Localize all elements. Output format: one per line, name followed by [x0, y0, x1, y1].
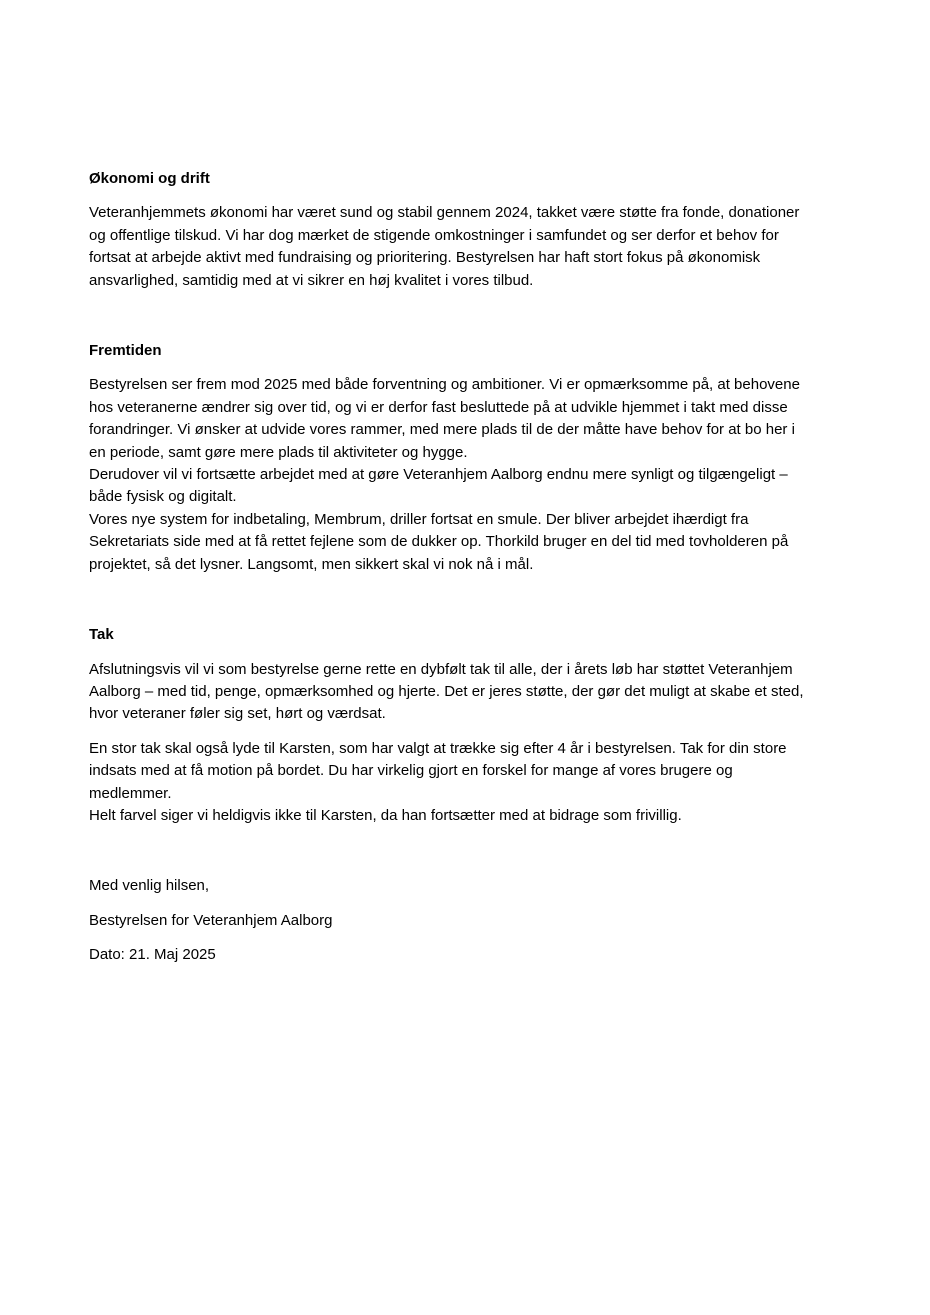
section-heading-fremtiden: Fremtiden [89, 342, 162, 360]
document-page [89, 168, 849, 979]
text-line: hos veteranerne ændrer sig over tid, og vi er derfor fast besluttede på at udvikle hjemmet i takt med disse [89, 398, 788, 416]
text-line: hvor veteraner føler sig set, hørt og værdsat. [89, 705, 386, 723]
closing-signature: Bestyrelsen for Veteranhjem Aalborg [89, 911, 333, 929]
text-line: og offentlige tilskud. Vi har dog mærket de stigende omkostninger i samfundet og ser derfor et behov for [89, 226, 779, 244]
text-line: Helt farvel siger vi heldigvis ikke til Karsten, da han fortsætter med at bidrage som frivillig. [89, 806, 682, 824]
text-line: Sekretariats side med at få rettet fejlene som de dukker op. Thorkild bruger en del tid med tovholderen på [89, 533, 789, 551]
paragraph-tak-2 [89, 738, 849, 828]
closing-date: Dato: 21. Maj 2025 [89, 946, 216, 964]
text-line: Veteranhjemmets økonomi har været sund og stabil gennem 2024, takket være støtte fra fonde, donationer [89, 204, 800, 222]
paragraph-tak-1 [89, 659, 849, 726]
text-line: både fysisk og digitalt. [89, 488, 237, 506]
text-line: fortsat at arbejde aktivt med fundraising og prioritering. Bestyrelsen har haft stort fokus på økonomisk [89, 249, 761, 267]
text-line: Derudover vil vi fortsætte arbejdet med at gøre Veteranhjem Aalborg endnu mere synligt og tilgængeligt – [89, 466, 788, 484]
section-spacer [89, 588, 849, 624]
section-heading-tak: Tak [89, 626, 114, 644]
closing-greeting: Med venlig hilsen, [89, 877, 210, 895]
text-line: Vores nye system for indbetaling, Membrum, driller fortsat en smule. Der bliver arbejdet ihærdigt fra [89, 510, 749, 528]
text-line: En stor tak skal også lyde til Karsten, som har valgt at trække sig efter 4 år i bestyrelsen. Tak for din store [89, 739, 787, 757]
section-spacer [89, 839, 849, 875]
text-line: forandringer. Vi ønsker at udvide vores rammer, med mere plads til de der måtte have behov for at bo her i [89, 421, 795, 439]
section-heading-okonomi: Økonomi og drift [89, 170, 210, 187]
text-line: Afslutningsvis vil vi som bestyrelse gerne rette en dybfølt tak til alle, der i årets løb har støttet Veteranhjem [89, 660, 793, 678]
text-line: Bestyrelsen ser frem mod 2025 med både forventning og ambitioner. Vi er opmærksomme på, at behovene [89, 376, 800, 394]
paragraph-okonomi [89, 202, 849, 292]
text-line: ansvarlighed, samtidig med at vi sikrer en høj kvalitet i vores tilbud. [89, 271, 534, 289]
paragraph-fremtiden [89, 374, 849, 576]
text-line: projektet, så det lysner. Langsomt, men sikkert skal vi nok nå i mål. [89, 555, 534, 573]
section-spacer [89, 304, 849, 340]
text-line: Aalborg – med tid, penge, opmærksomhed og hjerte. Det er jeres støtte, der gør det muligt at skabe et sted, [89, 682, 804, 700]
text-line: indsats med at få motion på bordet. Du har virkelig gjort en forskel for mange af vores brugere og [89, 762, 733, 780]
text-line: en periode, samt gøre mere plads til aktiviteter og hygge. [89, 443, 468, 461]
text-line: medlemmer. [89, 784, 172, 802]
